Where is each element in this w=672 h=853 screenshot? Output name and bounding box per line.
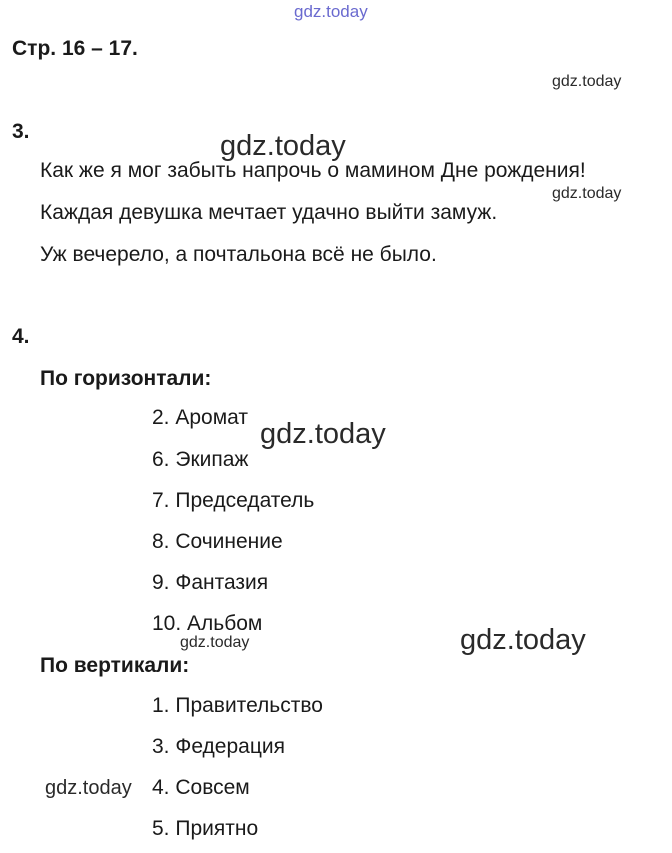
horizontal-heading: По горизонтали: — [40, 367, 212, 390]
watermark-top: gdz.today — [294, 2, 368, 21]
horizontal-item: 2. Аромат — [152, 406, 248, 429]
vertical-item: 1. Правительство — [152, 694, 323, 717]
watermark: gdz.today — [180, 634, 250, 651]
vertical-item: 5. Приятно — [152, 817, 259, 840]
task-3-sentence-3: Уж вечерело, а почтальона всё не было. — [40, 243, 437, 266]
watermark: gdz.today — [552, 73, 622, 90]
task-3-sentence-2: Каждая девушка мечтает удачно выйти замуж. — [40, 201, 498, 224]
watermark: gdz.today — [460, 624, 586, 656]
horizontal-item: 9. Фантазия — [152, 571, 269, 594]
vertical-item: 3. Федерация — [152, 735, 285, 758]
vertical-item: 4. Совсем — [152, 776, 250, 799]
task-3-sentence-1: Как же я мог забыть напрочь о мамином Дне рождения! — [40, 159, 586, 182]
horizontal-item: 7. Председатель — [152, 489, 315, 512]
horizontal-item: 10. Альбом — [152, 612, 263, 635]
watermark: gdz.today — [220, 130, 346, 162]
vertical-heading: По вертикали: — [40, 654, 190, 677]
task-4-number: 4. — [12, 325, 30, 348]
horizontal-item: 8. Сочинение — [152, 530, 283, 553]
watermark: gdz.today — [260, 418, 386, 450]
watermark: gdz.today — [552, 185, 622, 202]
page-title: Стр. 16 – 17. — [12, 37, 138, 60]
watermark: gdz.today — [45, 777, 132, 799]
task-3-number: 3. — [12, 120, 30, 143]
horizontal-item: 6. Экипаж — [152, 448, 249, 471]
